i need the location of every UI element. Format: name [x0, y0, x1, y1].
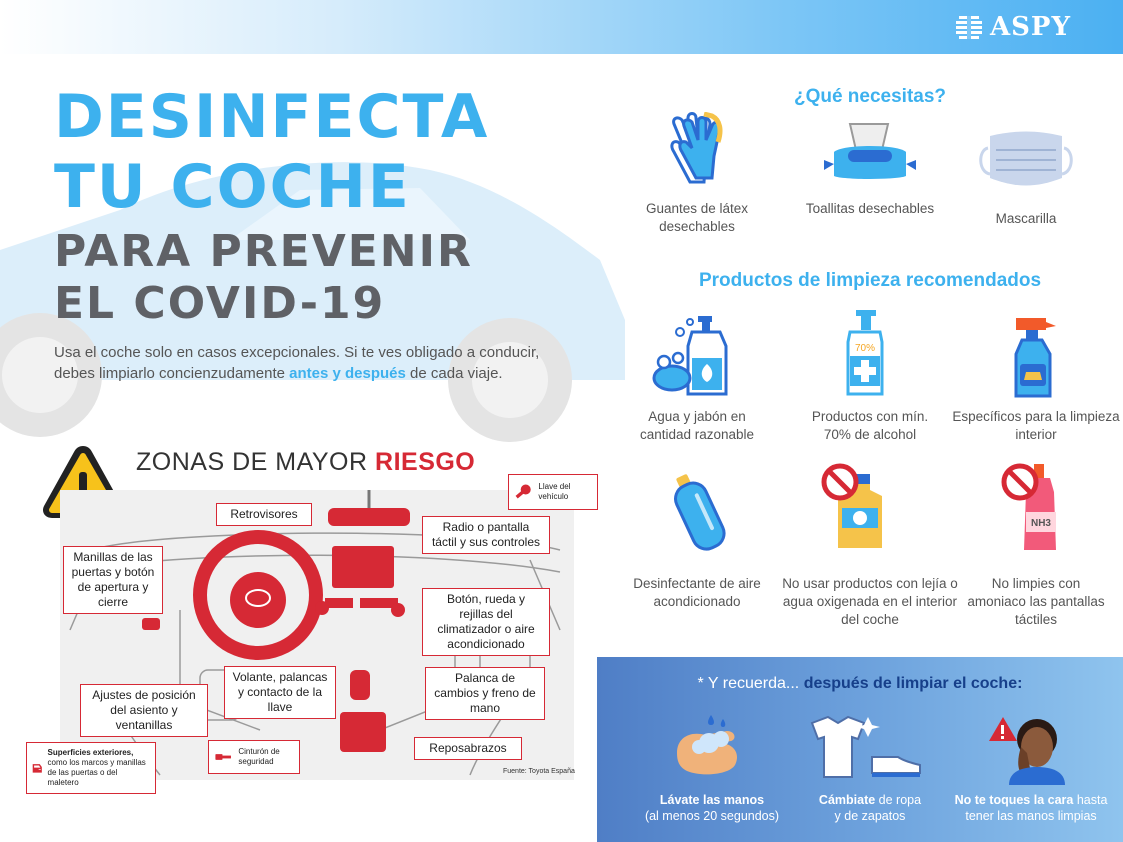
- page-title: [54, 82, 489, 330]
- intro-paragraph: [54, 342, 574, 384]
- label-llave: [508, 474, 598, 510]
- lavate-bold: Lávate las manos: [659, 793, 765, 807]
- label-manillas: Manillas de las puertas y botón de apertura y cierre: [63, 546, 163, 614]
- caption-toallitas: Toallitas desechables: [805, 201, 935, 216]
- label-superficies-rest: como los marcos y manillas de las puertas o del maletero: [47, 758, 146, 787]
- alcohol-icon: [838, 308, 892, 398]
- lavate-rest: (al menos 20 segundos): [644, 809, 780, 823]
- no-toques-bold: No te toques la cara: [954, 793, 1074, 807]
- title-line-2: TU COCHE: [54, 152, 411, 222]
- brand-name: ASPY: [989, 12, 1071, 42]
- zonas-title-risk: RIESGO: [375, 448, 476, 476]
- cambiate-rest-b: y de zapatos: [834, 809, 906, 823]
- brand-logo[interactable]: [956, 12, 1071, 42]
- dont-touch-face-icon: [987, 713, 1071, 785]
- seatbelt-icon: [214, 748, 232, 766]
- label-superficies-bold: Superficies exteriores,: [47, 748, 134, 757]
- no-toques-rest-a: hasta: [1073, 793, 1108, 807]
- title-line-1: DESINFECTA: [54, 82, 490, 152]
- wipes-icon: [822, 122, 918, 186]
- intro-text-a: Usa el coche solo en casos excepcionales. Si te ves obligado a conducir, debes limpiarlo concienzudamente: [54, 344, 540, 382]
- car-door-icon: [32, 753, 43, 783]
- source-credit: Fuente: Toyota España: [503, 768, 575, 775]
- label-cinturon: [208, 740, 300, 774]
- caption-alcohol: Productos con mín. 70% de alcohol: [811, 409, 929, 442]
- ammonia-badge: NH3: [1030, 518, 1052, 529]
- caption-lejia: No usar productos con lejía o agua oxigenada en el interior del coche: [782, 576, 958, 627]
- mask-icon: [976, 128, 1076, 190]
- label-superficies: [26, 742, 156, 794]
- recuerda-panel: [597, 657, 1123, 842]
- caption-agua-jabon: Agua y jabón en cantidad razonable: [639, 409, 755, 442]
- cambiate-bold: Cámbiate: [818, 793, 876, 807]
- change-clothes-icon: [802, 715, 926, 781]
- caption-lavate: [622, 792, 802, 824]
- caption-cambiate: [780, 792, 960, 824]
- caption-no-toques: [941, 792, 1121, 824]
- title-line-3: PARA PREVENIR: [54, 226, 473, 277]
- spray-icon: [1010, 314, 1058, 398]
- caption-mascarilla: Mascarilla: [995, 211, 1057, 226]
- wash-hands-icon: [671, 713, 751, 779]
- intro-highlight: antes y después: [289, 365, 406, 382]
- label-llave-text: Llave del vehículo: [538, 482, 571, 501]
- productos-title: Productos de limpieza recomendados: [698, 270, 1042, 291]
- zonas-title: [136, 448, 475, 477]
- label-palanca: Palanca de cambios y freno de mano: [425, 667, 545, 720]
- caption-guantes: Guantes de látex desechables: [645, 201, 749, 234]
- label-cinturon-text: Cinturón de seguridad: [238, 747, 280, 766]
- label-volante: Volante, palancas y contacto de la llave: [224, 666, 336, 719]
- label-reposabrazos: Reposabrazos: [414, 737, 522, 760]
- caption-amoniaco: No limpies con amoniaco las pantallas táctiles: [967, 576, 1105, 627]
- label-retrovisores: Retrovisores: [216, 503, 312, 526]
- caption-aire: Desinfectante de aire acondicionado: [633, 576, 761, 609]
- no-bleach-icon: [820, 462, 892, 550]
- title-line-4: EL COVID-19: [54, 278, 386, 329]
- aircon-spray-icon: [668, 470, 730, 554]
- alcohol-percent-badge: 70%: [854, 343, 876, 354]
- no-ammonia-icon: [1000, 462, 1064, 552]
- recuerda-prefix: * Y recuerda...: [697, 675, 804, 692]
- label-superficies-text: [48, 748, 150, 788]
- label-climatizador: Botón, rueda y rejillas del climatizador o aire acondicionado: [422, 588, 550, 656]
- intro-text-b: de cada viaje.: [405, 365, 503, 382]
- cambiate-rest-a: de ropa: [875, 793, 922, 807]
- zonas-title-a: ZONAS DE MAYOR: [136, 448, 376, 476]
- recuerda-title: [597, 675, 1123, 693]
- recuerda-bold: después de limpiar el coche:: [803, 675, 1023, 692]
- label-ajustes: Ajustes de posición del asiento y ventanillas: [80, 684, 208, 737]
- key-icon: [514, 481, 532, 503]
- necesitas-title: ¿Qué necesitas?: [793, 86, 947, 107]
- header-bar: [0, 0, 1123, 54]
- caption-especificos: Específicos para la limpieza interior: [952, 409, 1120, 442]
- no-toques-rest-b: tener las manos limpias: [965, 809, 1097, 823]
- label-radio: Radio o pantalla táctil y sus controles: [422, 516, 550, 554]
- aspy-logo-icon: [956, 14, 982, 40]
- gloves-icon: [660, 112, 730, 187]
- soap-icon: [650, 312, 732, 398]
